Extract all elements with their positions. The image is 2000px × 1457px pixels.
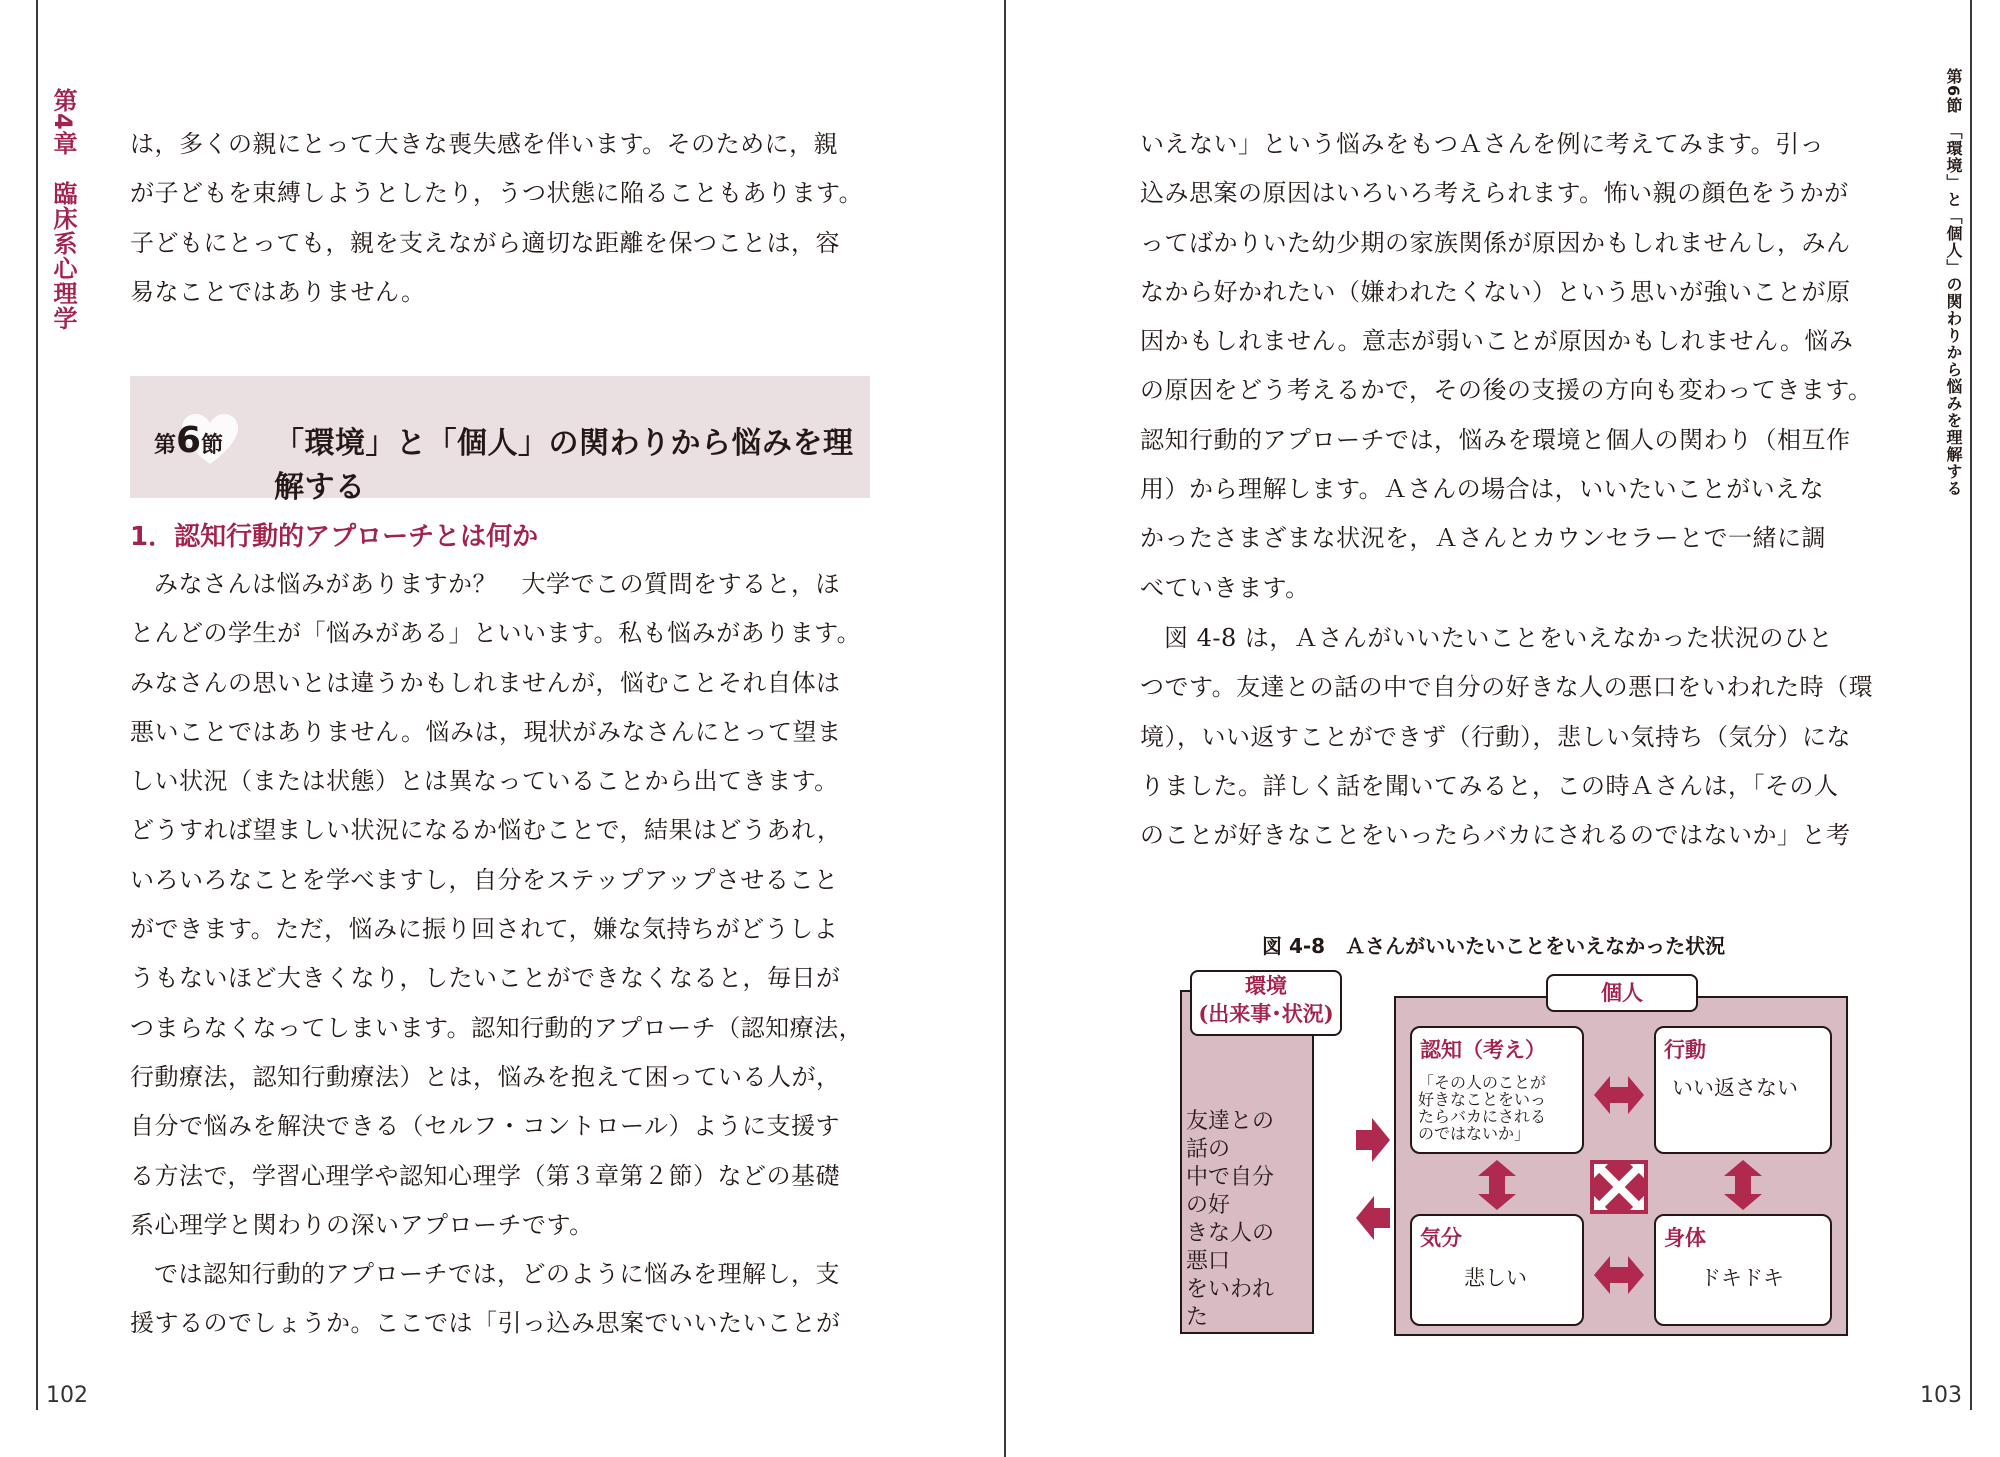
environment-text xyxy=(1186,1108,1294,1332)
section-suffix: 節 xyxy=(201,433,224,458)
text-line: 図 4-8 は，Ａさんがいいたいことをいえなかった状況のひと xyxy=(1164,624,1833,652)
text-line: みなさんの思いとは違うかもしれませんが，悩むことそれ自体は xyxy=(130,668,841,697)
text-line: 中で自分の好 xyxy=(1186,1165,1275,1218)
environment-label-line2: (出来事･状況) xyxy=(1198,1001,1334,1026)
figure-4-8 xyxy=(1172,968,1848,1336)
individual-label: 個人 xyxy=(1546,974,1698,1012)
text-line: る方法で，学習心理学や認知心理学（第３章第２節）などの基礎 xyxy=(130,1161,841,1190)
section-number-digit: 6 xyxy=(176,420,202,461)
text-line: 系心理学と関わりの深いアプローチです。 xyxy=(130,1210,594,1239)
cognition-title: 認知（考え） xyxy=(1420,1037,1546,1062)
right-paragraph-2 xyxy=(1140,614,1904,860)
right-running-head: 第6節 「環境」と「個人」の関わりから悩みを理解する xyxy=(1944,68,1963,498)
text-line: をいわれた xyxy=(1186,1277,1275,1330)
text-line: かったさまざまな状況を，Ａさんとカウンセラーとで一緒に調 xyxy=(1140,524,1826,553)
cognition-text xyxy=(1418,1074,1594,1142)
double-arrow-behavior-body-icon xyxy=(1724,1160,1762,1210)
right-page-number: 103 xyxy=(1920,1383,1962,1408)
text-line: 「その人のことが xyxy=(1418,1073,1547,1092)
text-line: なから好かれたい（嫌われたくない）という思いが強いことが原 xyxy=(1140,277,1851,306)
environment-label-line1: 環境 xyxy=(1245,973,1287,998)
left-running-head: 第4章 臨床系心理学 xyxy=(49,88,77,331)
text-line: は，多くの親にとって大きな喪失感を伴います。そのために，親 xyxy=(130,130,839,158)
body-box xyxy=(1654,1214,1832,1326)
subheading: 1．認知行動的アプローチとは何か xyxy=(130,522,539,552)
section-number xyxy=(154,420,223,461)
right-page-border xyxy=(1970,0,1972,1410)
double-arrow-cognition-behavior-icon xyxy=(1594,1076,1644,1114)
text-line: 認知行動的アプローチでは，悩みを環境と個人の関わり（相互作 xyxy=(1140,425,1851,454)
left-page-number: 102 xyxy=(46,1383,88,1408)
text-line: しい状況（または状態）とは異なっていることから出てきます。 xyxy=(130,767,839,796)
right-paragraph-1 xyxy=(1140,120,1904,613)
arrow-env-to-individual-icon xyxy=(1356,1118,1390,1162)
text-line: 行動療法，認知行動療法）とは，悩みを抱えて困っている人が， xyxy=(130,1062,841,1091)
cognition-box xyxy=(1410,1026,1584,1154)
text-line: 友達との話の xyxy=(1186,1109,1275,1162)
text-line: とんどの学生が「悩みがある」といいます。私も悩みがあります。 xyxy=(130,619,862,648)
text-line: では認知行動的アプローチでは，どのように悩みを理解し，支 xyxy=(154,1260,840,1288)
text-line: べていきます。 xyxy=(1140,573,1310,602)
text-line: 好きなことをいっ xyxy=(1418,1090,1547,1109)
left-page-border xyxy=(36,0,38,1410)
text-line: ができます。ただ，悩みに振り回されて，嫌な気持ちがどうしよ xyxy=(130,915,839,944)
text-line: 用）から理解します。Ａさんの場合は，いいたいことがいえな xyxy=(1140,475,1825,504)
text-line: の原因をどう考えるかで，その後の支援の方向も変わってきます。 xyxy=(1140,376,1873,405)
body-text: ドキドキ xyxy=(1700,1266,1784,1290)
text-line: つです。友達との話の中で自分の好きな人の悪口をいわれた時（環 xyxy=(1140,673,1874,702)
section-heading-box xyxy=(130,376,870,505)
environment-label xyxy=(1190,970,1342,1036)
double-arrow-mood-body-icon xyxy=(1594,1256,1644,1294)
text-line: ってばかりいた幼少期の家族関係が原因かもしれませんし，みん xyxy=(1140,228,1851,257)
text-line: どうすれば望ましい状況になるか悩むことで，結果はどうあれ， xyxy=(130,816,842,845)
text-line: 因かもしれません。意志が弱いことが原因かもしれません。悩み xyxy=(1140,327,1854,356)
cross-arrows-icon xyxy=(1590,1160,1648,1214)
mood-box xyxy=(1410,1214,1584,1326)
text-line: りました。詳しく話を聞いてみると，この時Ａさんは，「その人 xyxy=(1140,771,1839,800)
behavior-title: 行動 xyxy=(1664,1037,1706,1062)
text-line: 援するのでしょうか。ここでは「引っ込み思案でいいたいことが xyxy=(130,1309,841,1338)
text-line: 悪いことではありません。悩みは，現状がみなさんにとって望ま xyxy=(130,717,842,746)
text-line: 子どもにとっても，親を支えながら適切な距離を保つことは，容 xyxy=(130,228,841,257)
text-line: 易なことではありません。 xyxy=(130,277,426,306)
mood-text: 悲しい xyxy=(1464,1266,1527,1290)
text-line: のことが好きなことをいったらバカにされるのではないか」と考 xyxy=(1140,821,1851,850)
left-paragraph-1 xyxy=(130,120,890,317)
left-paragraph-3 xyxy=(130,1250,890,1349)
text-line: 境），いい返すことができず（行動），悲しい気持ち（気分）にな xyxy=(1140,722,1851,751)
text-line: つまらなくなってしまいます。認知行動的アプローチ（認知療法， xyxy=(130,1013,864,1042)
section-prefix: 第 xyxy=(154,433,177,458)
text-line: 込み思案の原因はいろいろ考えられます。怖い親の顔色をうかが xyxy=(1140,179,1849,208)
behavior-box xyxy=(1654,1026,1832,1154)
text-line: みなさんは悩みがありますか？ 大学でこの質問をすると，ほ xyxy=(154,570,840,598)
arrow-individual-to-env-icon xyxy=(1356,1196,1390,1240)
text-line: きな人の悪口 xyxy=(1186,1221,1275,1274)
text-line: いろいろなことを学べますし，自分をステップアップさせること xyxy=(130,865,839,894)
double-arrow-cognition-mood-icon xyxy=(1478,1160,1516,1210)
body-title: 身体 xyxy=(1664,1225,1706,1250)
text-line: のではないか」 xyxy=(1418,1124,1531,1143)
figure-caption: 図 4-8 Ａさんがいいたいことをいえなかった状況 xyxy=(1262,934,1726,958)
text-line: が子どもを束縛しようとしたり，うつ状態に陥ることもあります。 xyxy=(130,179,864,208)
text-line: たらバカにされる xyxy=(1418,1107,1547,1126)
text-line: いえない」という悩みをもつＡさんを例に考えてみます。引っ xyxy=(1140,130,1825,158)
text-line: うもないほど大きくなり，したいことができなくなると，毎日が xyxy=(130,964,841,993)
behavior-text: いい返さない xyxy=(1672,1076,1798,1100)
section-title: 「環境」と「個人」の関わりから悩みを理解する xyxy=(274,426,854,505)
left-paragraph-2 xyxy=(130,560,890,1250)
mood-title: 気分 xyxy=(1420,1225,1462,1250)
text-line: 自分で悩みを解決できる（セルフ・コントロール）ように支援す xyxy=(130,1112,841,1141)
center-gutter-line xyxy=(1004,0,1006,1457)
